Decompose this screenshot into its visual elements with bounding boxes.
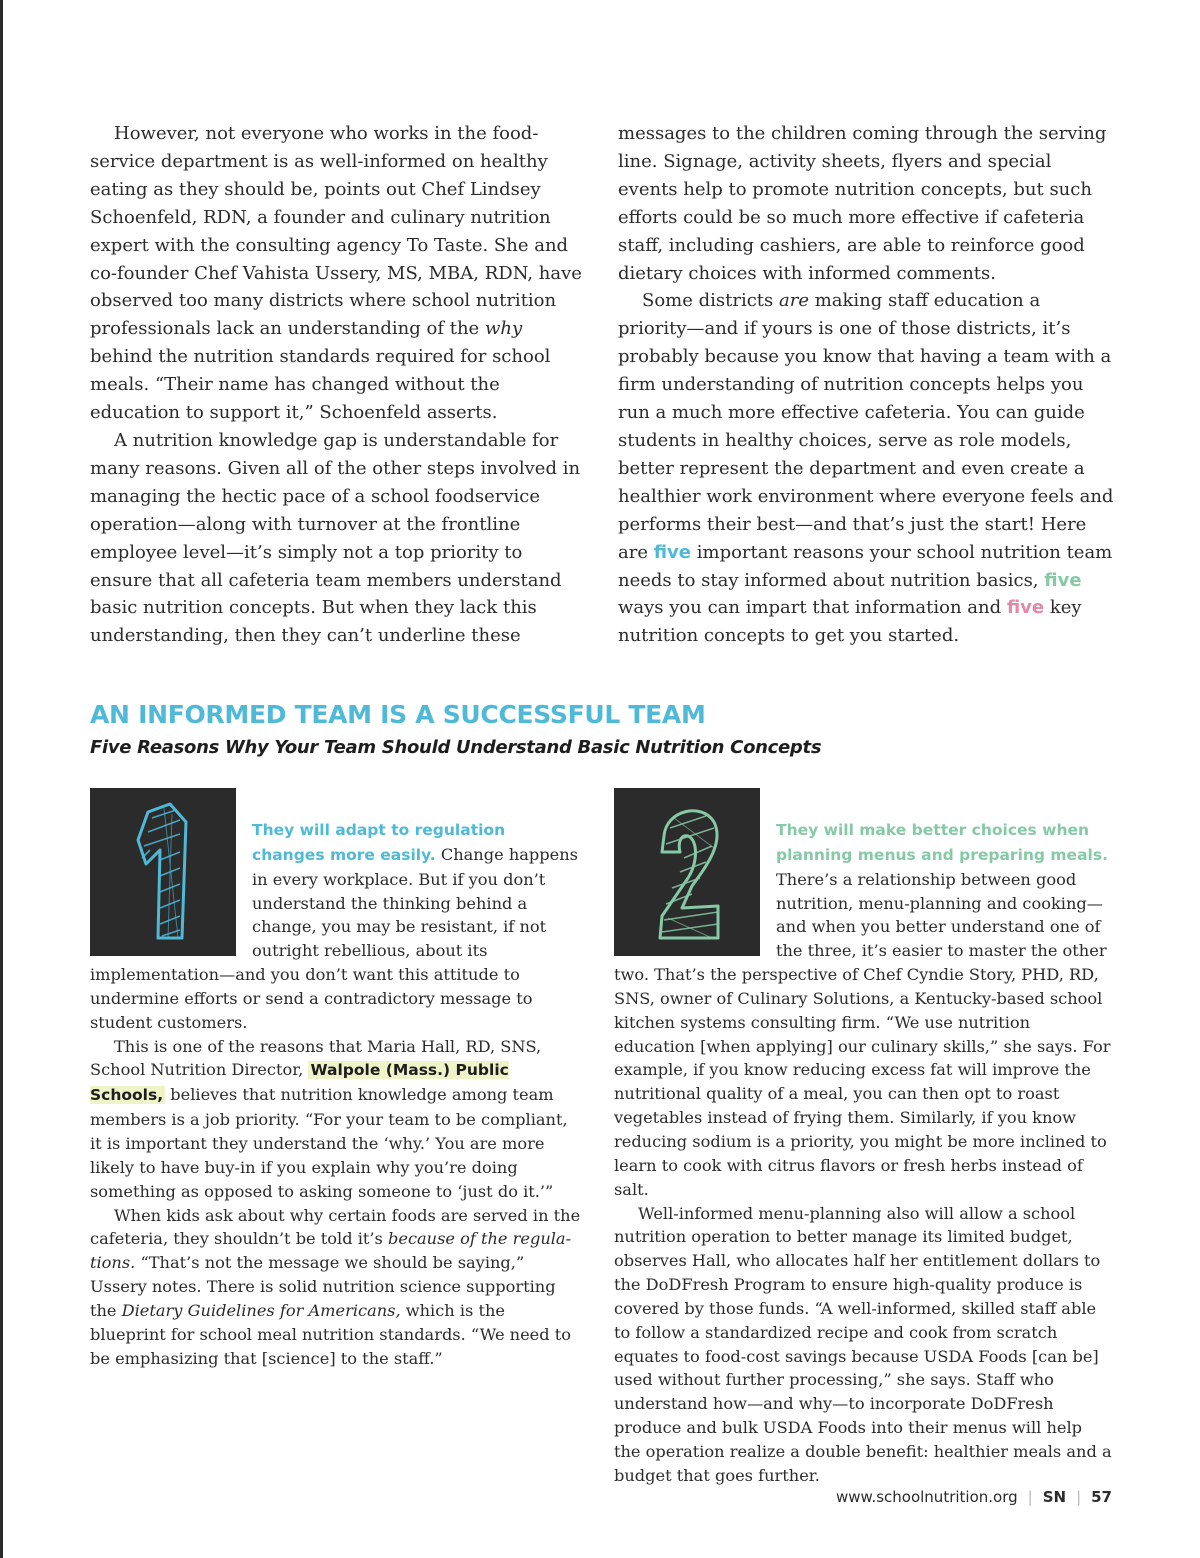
- reason-1-paragraph-2: This is one of the reasons that Maria Hall, RD, SNS, School Nutrition Director, Walpole (Mass.) Public Schools, believes that nutrition knowledge among team members is a job priority. “For your team to be compliant, it is important they understand the ‘why.’ You are more likely to have buy-in if you explain why you’re doing something as opposed to asking someone to ‘just do it.’”: [90, 1036, 568, 1201]
- reason-2-paragraph-1: They will make better choices when planning menus and preparing meals. There’s a relationship between good nutrition, menu-planning and cooking—and when you better understand one of the three, it’s easier to master the other two. That’s the perspective of Chef Cyndie Story, PHD, RD, SNS, owner of Culinary Solutions, a Kentucky-based school kitchen systems consulting firm. “We use nutrition education [when applying] our culinary skills,” she says. For example, if you know reducing excess fat will improve the nutritional quality of a meal, you can then opt to roast vegetables instead of frying them. Similarly, if you know reducing sodium is a priority, you might be more inclined to learn to cook with citrus flavors or fresh herbs instead of salt.: [614, 821, 1111, 1199]
- reason-2-lead: They will make better choices when planning menus and preparing meals.: [776, 821, 1108, 864]
- highlighted-district-name: Walpole (Mass.) Public Schools,: [90, 1061, 509, 1105]
- five-highlight-pink: five: [1006, 597, 1045, 619]
- page-number: 57: [1091, 1488, 1112, 1506]
- number-2-chalk-image: [614, 788, 760, 956]
- intro-column-left: [90, 120, 585, 650]
- reason-1-block: [90, 818, 583, 1370]
- intro-paragraph-4: Some districts are making staff education a priority—and if yours is one of those districts, it’s probably because you know that having a team with a firm understanding of nutrition concepts helps you run a much more effective cafeteria. You can guide students in healthy choices, serve as role models, better represent the department and even create a healthier work environment where everyone feels and performs their best—and that’s just the start! Here are five important reasons your school nutrition team needs to stay informed about nutrition basics, five ways you can impart that information and five key nutrition concepts to get you started.: [618, 290, 1114, 647]
- number-1-label: 1: [162, 948, 164, 949]
- reason-1-lead: They will adapt to regulation changes more easily.: [252, 821, 506, 864]
- footer-brand: SN: [1042, 1488, 1067, 1506]
- intro-paragraph-1: However, not everyone who works in the foodservice department is as well-informed on healthy eating as they should be, points out Chef Lindsey Schoenfeld, RDN, a founder and culinary nutrition expert with the consulting agency To Taste. She and co-founder Chef Vahista Ussery, MS, MBA, RDN, have observed too many districts where school nutrition professionals lack an understanding of the why behind the nutrition standards required for school meals. “Their name has changed without the education to support it,” Schoenfeld asserts.: [90, 123, 582, 424]
- reason-2-block: [614, 818, 1112, 1488]
- intro-column-right: [618, 120, 1114, 650]
- reason-2-paragraph-2: Well-informed menu-planning also will allow a school nutrition operation to better manage its limited budget, observes Hall, who allocates half her entitlement dollars to the DoDFresh Program to ensure high-quality produce is covered by those funds. “A well-informed, skilled staff able to follow a standardized recipe and cook from scratch equates to food-cost savings because USDA Foods [can be] used without further processing,” she says. Staff who understand how—and why—to incorporate DoDFresh produce and bulk USDA Foods into their menus will help the operation realize a double benefit: healthier meals and a budget that goes further.: [614, 1203, 1112, 1485]
- section-subtitle: Five Reasons Why Your Team Should Understand Basic Nutrition Concepts: [90, 737, 822, 758]
- five-highlight-green: five: [1044, 569, 1082, 591]
- page-left-edge: [0, 0, 3, 1558]
- reason-1-paragraph-3: When kids ask about why certain foods are served in the cafeteria, they shouldn’t be told it’s because of the regulations. “That’s not the message we should be saying,” Ussery notes. There is solid nutrition science supporting the Dietary Guidelines for Americans, which is the blueprint for school meal nutrition standards. “We need to be emphasizing that [science] to the staff.”: [90, 1205, 581, 1368]
- intro-paragraph-3: messages to the children coming through the serving line. Signage, activity sheets, flyers and special events help to promote nutrition concepts, but such efforts could be so much more effective if cafeteria staff, including cashiers, are able to reinforce good dietary choices with informed comments.: [618, 123, 1107, 284]
- reason-1-paragraph-1: They will adapt to regulation changes more easily. Change happens in every workplace. But if you don’t understand the thinking behind a change, you may be resistant, if not outright rebellious, about its implementation—and you don’t want this attitude to undermine efforts or send a contradictory message to student customers.: [90, 821, 578, 1032]
- page-footer: [836, 1488, 1112, 1506]
- footer-url[interactable]: www.schoolnutrition.org: [836, 1488, 1018, 1506]
- section-title: AN INFORMED TEAM IS A SUCCESSFUL TEAM: [90, 700, 706, 729]
- number-1-chalk-image: [90, 788, 236, 956]
- five-highlight-blue: five: [653, 541, 692, 563]
- footer-divider: |: [1027, 1488, 1033, 1506]
- footer-divider: |: [1076, 1488, 1082, 1506]
- number-2-label: 2: [686, 948, 688, 949]
- intro-paragraph-2: A nutrition knowledge gap is understandable for many reasons. Given all of the other steps involved in managing the hectic pace of a school foodservice operation—along with turnover at the frontline employee level—it’s simply not a top priority to ensure that all cafeteria team members understand basic nutrition concepts. But when they lack this understanding, then they can’t underline these: [90, 429, 581, 647]
